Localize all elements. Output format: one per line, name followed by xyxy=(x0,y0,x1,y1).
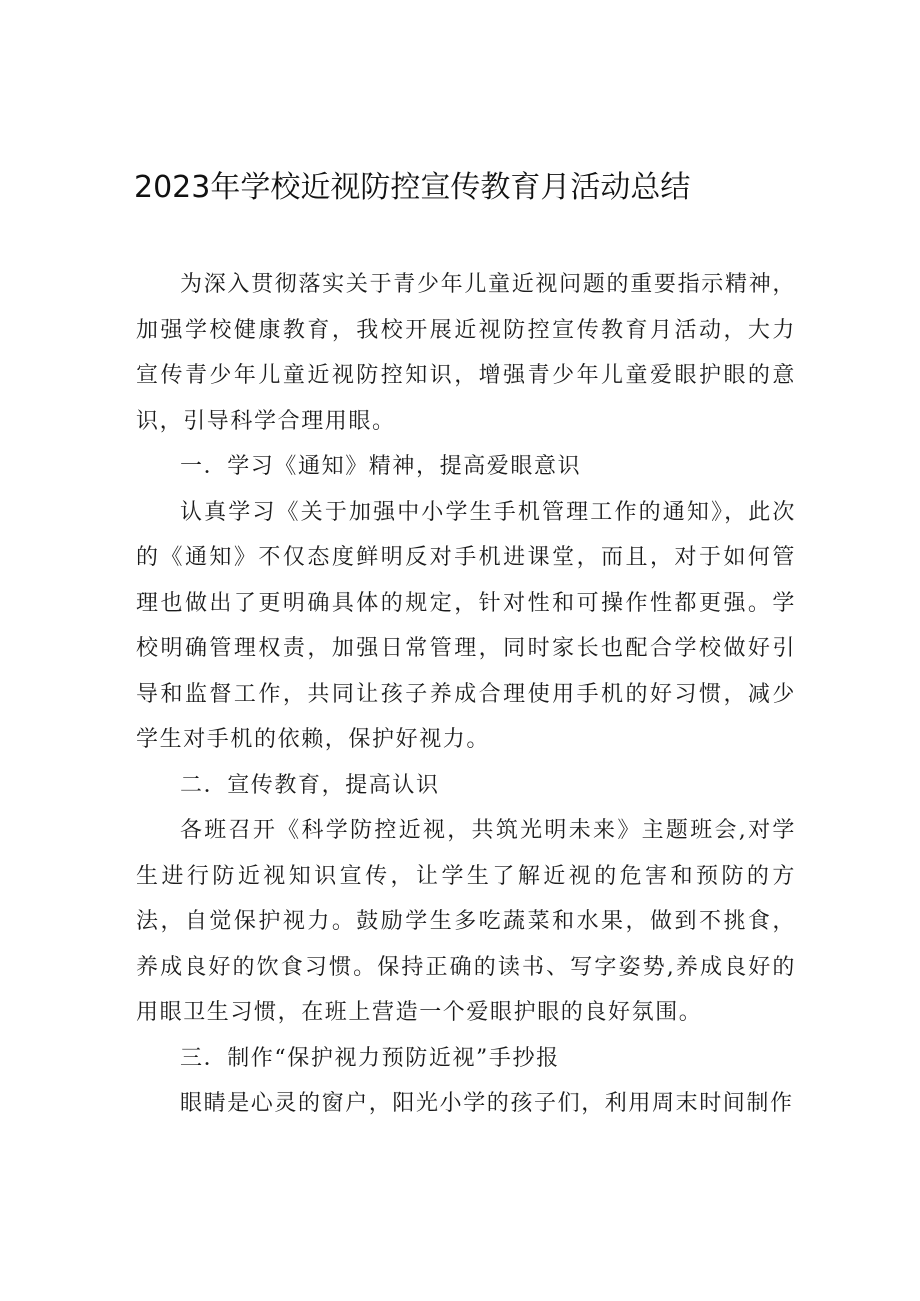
section-2-paragraph: 各班召开《科学防控近视，共筑光明未来》主题班会,对学生进行防近视知识宣传，让学生了解近视的危害和预防的方法，自觉保护视力。鼓励学生多吃蔬菜和水果，做到不挑食，养成良好的饮食习惯。保持正确的读书、写字姿势,养成良好的用眼卫生习惯，在班上营造一个爱眼护眼的良好氛围。 xyxy=(136,818,796,1025)
section-1-paragraph: 认真学习《关于加强中小学生手机管理工作的通知》，此次的《通知》不仅态度鲜明反对手机进课堂，而且，对于如何管理也做出了更明确具体的规定，针对性和可操作性都更强。学校明确管理权责，加强日常管理，同时家长也配合学校做好引导和监督工作，共同让孩子养成合理使用手机的好习惯，减少学生对手机的依赖，保护好视力。 xyxy=(136,499,796,752)
section-3-heading: 三．制作“保护视力预防近视”手抄报 xyxy=(180,1045,560,1071)
document-body xyxy=(136,262,796,1127)
document-title: 2023年学校近视防控宣传教育月活动总结 xyxy=(134,170,691,205)
section-2-heading: 二．宣传教育，提高认识 xyxy=(180,772,440,798)
section-3-paragraph: 眼睛是心灵的窗户，阳光小学的孩子们，利用周末时间制作 xyxy=(180,1091,794,1116)
intro-paragraph: 为深入贯彻落实关于青少年儿童近视问题的重要指示精神，加强学校健康教育，我校开展近视防控宣传教育月活动，大力宣传青少年儿童近视防控知识，增强青少年儿童爱眼护眼的意识，引导科学合理用眼。 xyxy=(136,272,796,434)
section-1-heading: 一．学习《通知》精神，提高爱眼意识 xyxy=(180,454,582,479)
